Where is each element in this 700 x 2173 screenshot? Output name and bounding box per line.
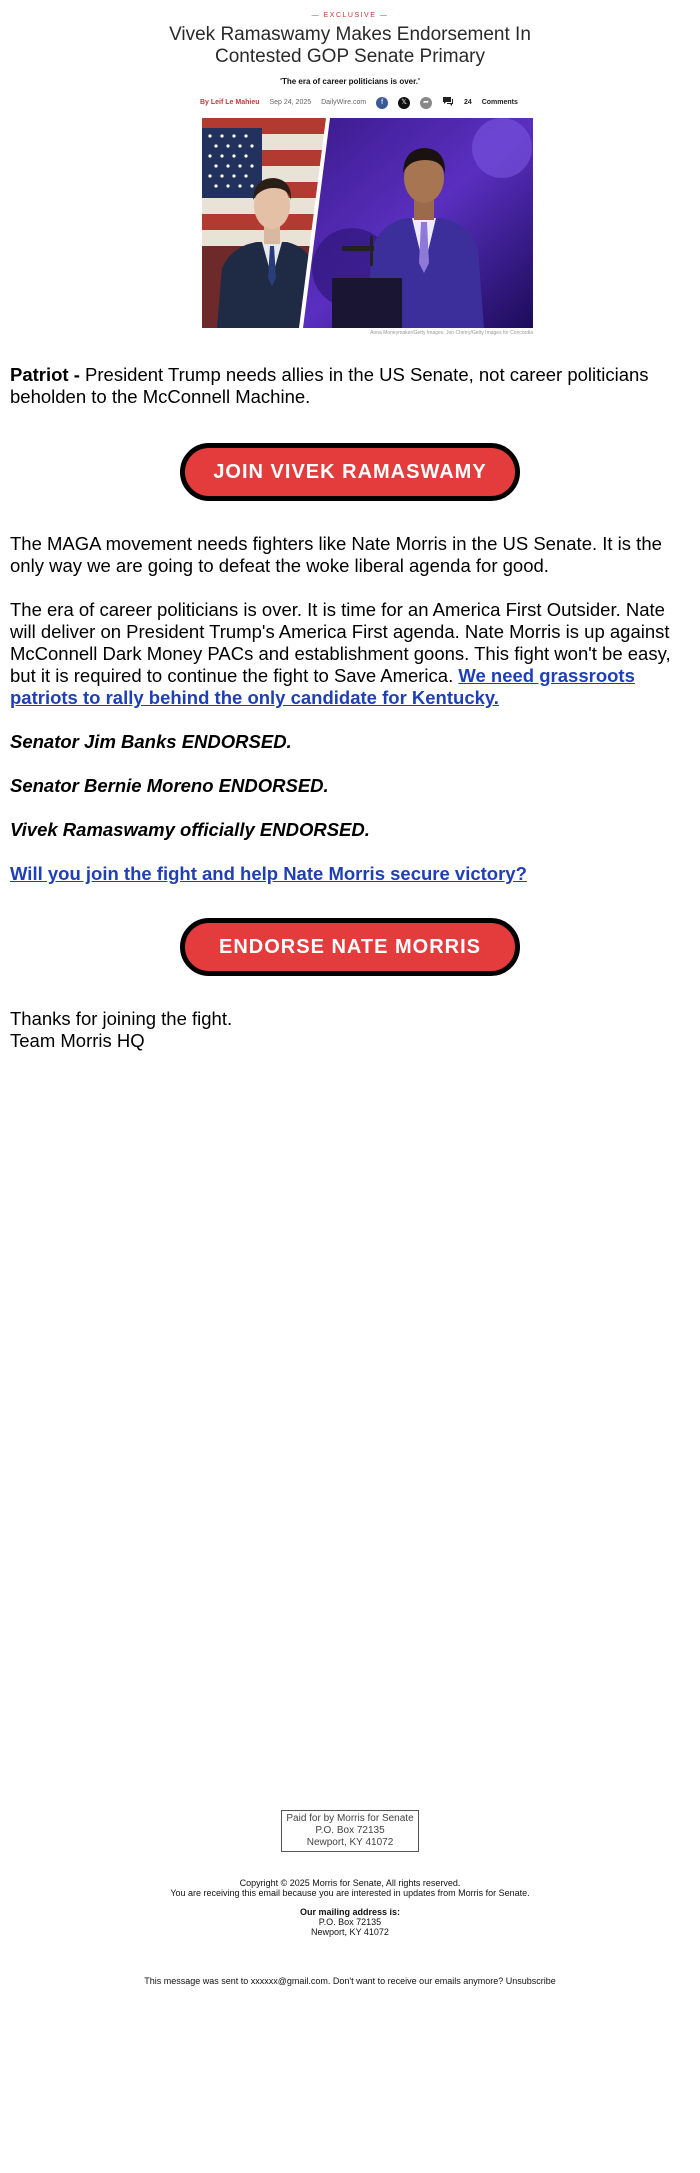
photo-credit: Anna Moneymaker/Getty Images; Jon Cherry/Getty Images for Concordia	[370, 330, 533, 336]
paid-line-3: Newport, KY 41072	[306, 1837, 394, 1848]
mailing-address-line-2: Newport, KY 41072	[311, 1927, 389, 1937]
article-date: Sep 24, 2025	[269, 99, 312, 106]
unsubscribe-link[interactable]: Unsubscribe	[505, 1976, 556, 1986]
author-name[interactable]: By Leif Le Mahieu	[200, 99, 260, 106]
grassroots-link[interactable]: We need grassroots patriots to rally behind the only candidate for Kentucky.	[10, 665, 635, 708]
x-icon[interactable]: 𝕏	[398, 97, 410, 109]
comment-icon[interactable]	[442, 96, 454, 109]
comments-label[interactable]: Comments	[481, 99, 518, 106]
article-headline[interactable]: Vivek Ramaswamy Makes Endorsement In Contested GOP Senate Primary	[169, 24, 531, 67]
greeting: Patriot -	[10, 364, 86, 385]
endorsement-moreno: Senator Bernie Moreno ENDORSED.	[10, 775, 329, 796]
facebook-icon[interactable]: f	[376, 97, 388, 109]
paid-line-2: P.O. Box 72135	[315, 1825, 385, 1836]
mailing-address-label	[0, 1907, 700, 1917]
endorsement-banks: Senator Jim Banks ENDORSED.	[10, 731, 292, 752]
sent-to-text: This message was sent to xxxxxx@gmail.com. Don't want to receive our emails anymore?	[144, 1976, 506, 1986]
article-kicker: — EXCLUSIVE —	[311, 12, 389, 19]
comment-count[interactable]: 24	[463, 99, 472, 106]
paid-line-1: Paid for by Morris for Senate	[286, 1813, 414, 1824]
signoff-team: Team Morris HQ	[10, 1030, 145, 1051]
mailing-label: Our mailing address is:	[299, 1907, 401, 1917]
article-subhead: 'The era of career politicians is over.'	[280, 77, 420, 86]
join-vivek-button[interactable]: JOIN VIVEK RAMASWAMY	[180, 443, 520, 501]
join-fight-link[interactable]: Will you join the fight and help Nate Morris secure victory?	[10, 863, 527, 884]
share-icon[interactable]: ➦	[420, 97, 432, 109]
copyright: Copyright © 2025 Morris for Senate, All rights reserved.	[239, 1878, 461, 1888]
signoff-line: Thanks for joining the fight.	[10, 1008, 233, 1029]
article-byline	[200, 96, 526, 108]
subscription-reason: You are receiving this email because you are interested in updates from Morris for Senate.	[170, 1888, 530, 1898]
mailing-address-line-1: P.O. Box 72135	[318, 1917, 382, 1927]
paid-for-box	[281, 1810, 419, 1852]
sent-to-notice	[0, 1976, 700, 1986]
article-source: DailyWire.com	[321, 99, 367, 106]
hero-image[interactable]	[202, 118, 533, 328]
endorsement-ramaswamy: Vivek Ramaswamy officially ENDORSED.	[10, 819, 370, 840]
intro-text: President Trump needs allies in the US Senate, not career politicians beholden to the McConnell Machine.	[10, 364, 649, 407]
endorse-nate-button[interactable]: ENDORSE NATE MORRIS	[180, 918, 520, 976]
career-politicians-paragraph	[10, 599, 685, 709]
intro-paragraph	[10, 364, 685, 408]
career-text: The era of career politicians is over. It is time for an America First Outsider. Nate will deliver on President Trump's America First agenda. Nate Morris is up against McConnell Dark Money PACs and establishment goons. This fight won't be easy, but it is required to continue the fight to Save America.	[10, 599, 671, 686]
maga-paragraph: The MAGA movement needs fighters like Nate Morris in the US Senate. It is the only way we are going to defeat the woke liberal agenda for good.	[10, 533, 662, 576]
